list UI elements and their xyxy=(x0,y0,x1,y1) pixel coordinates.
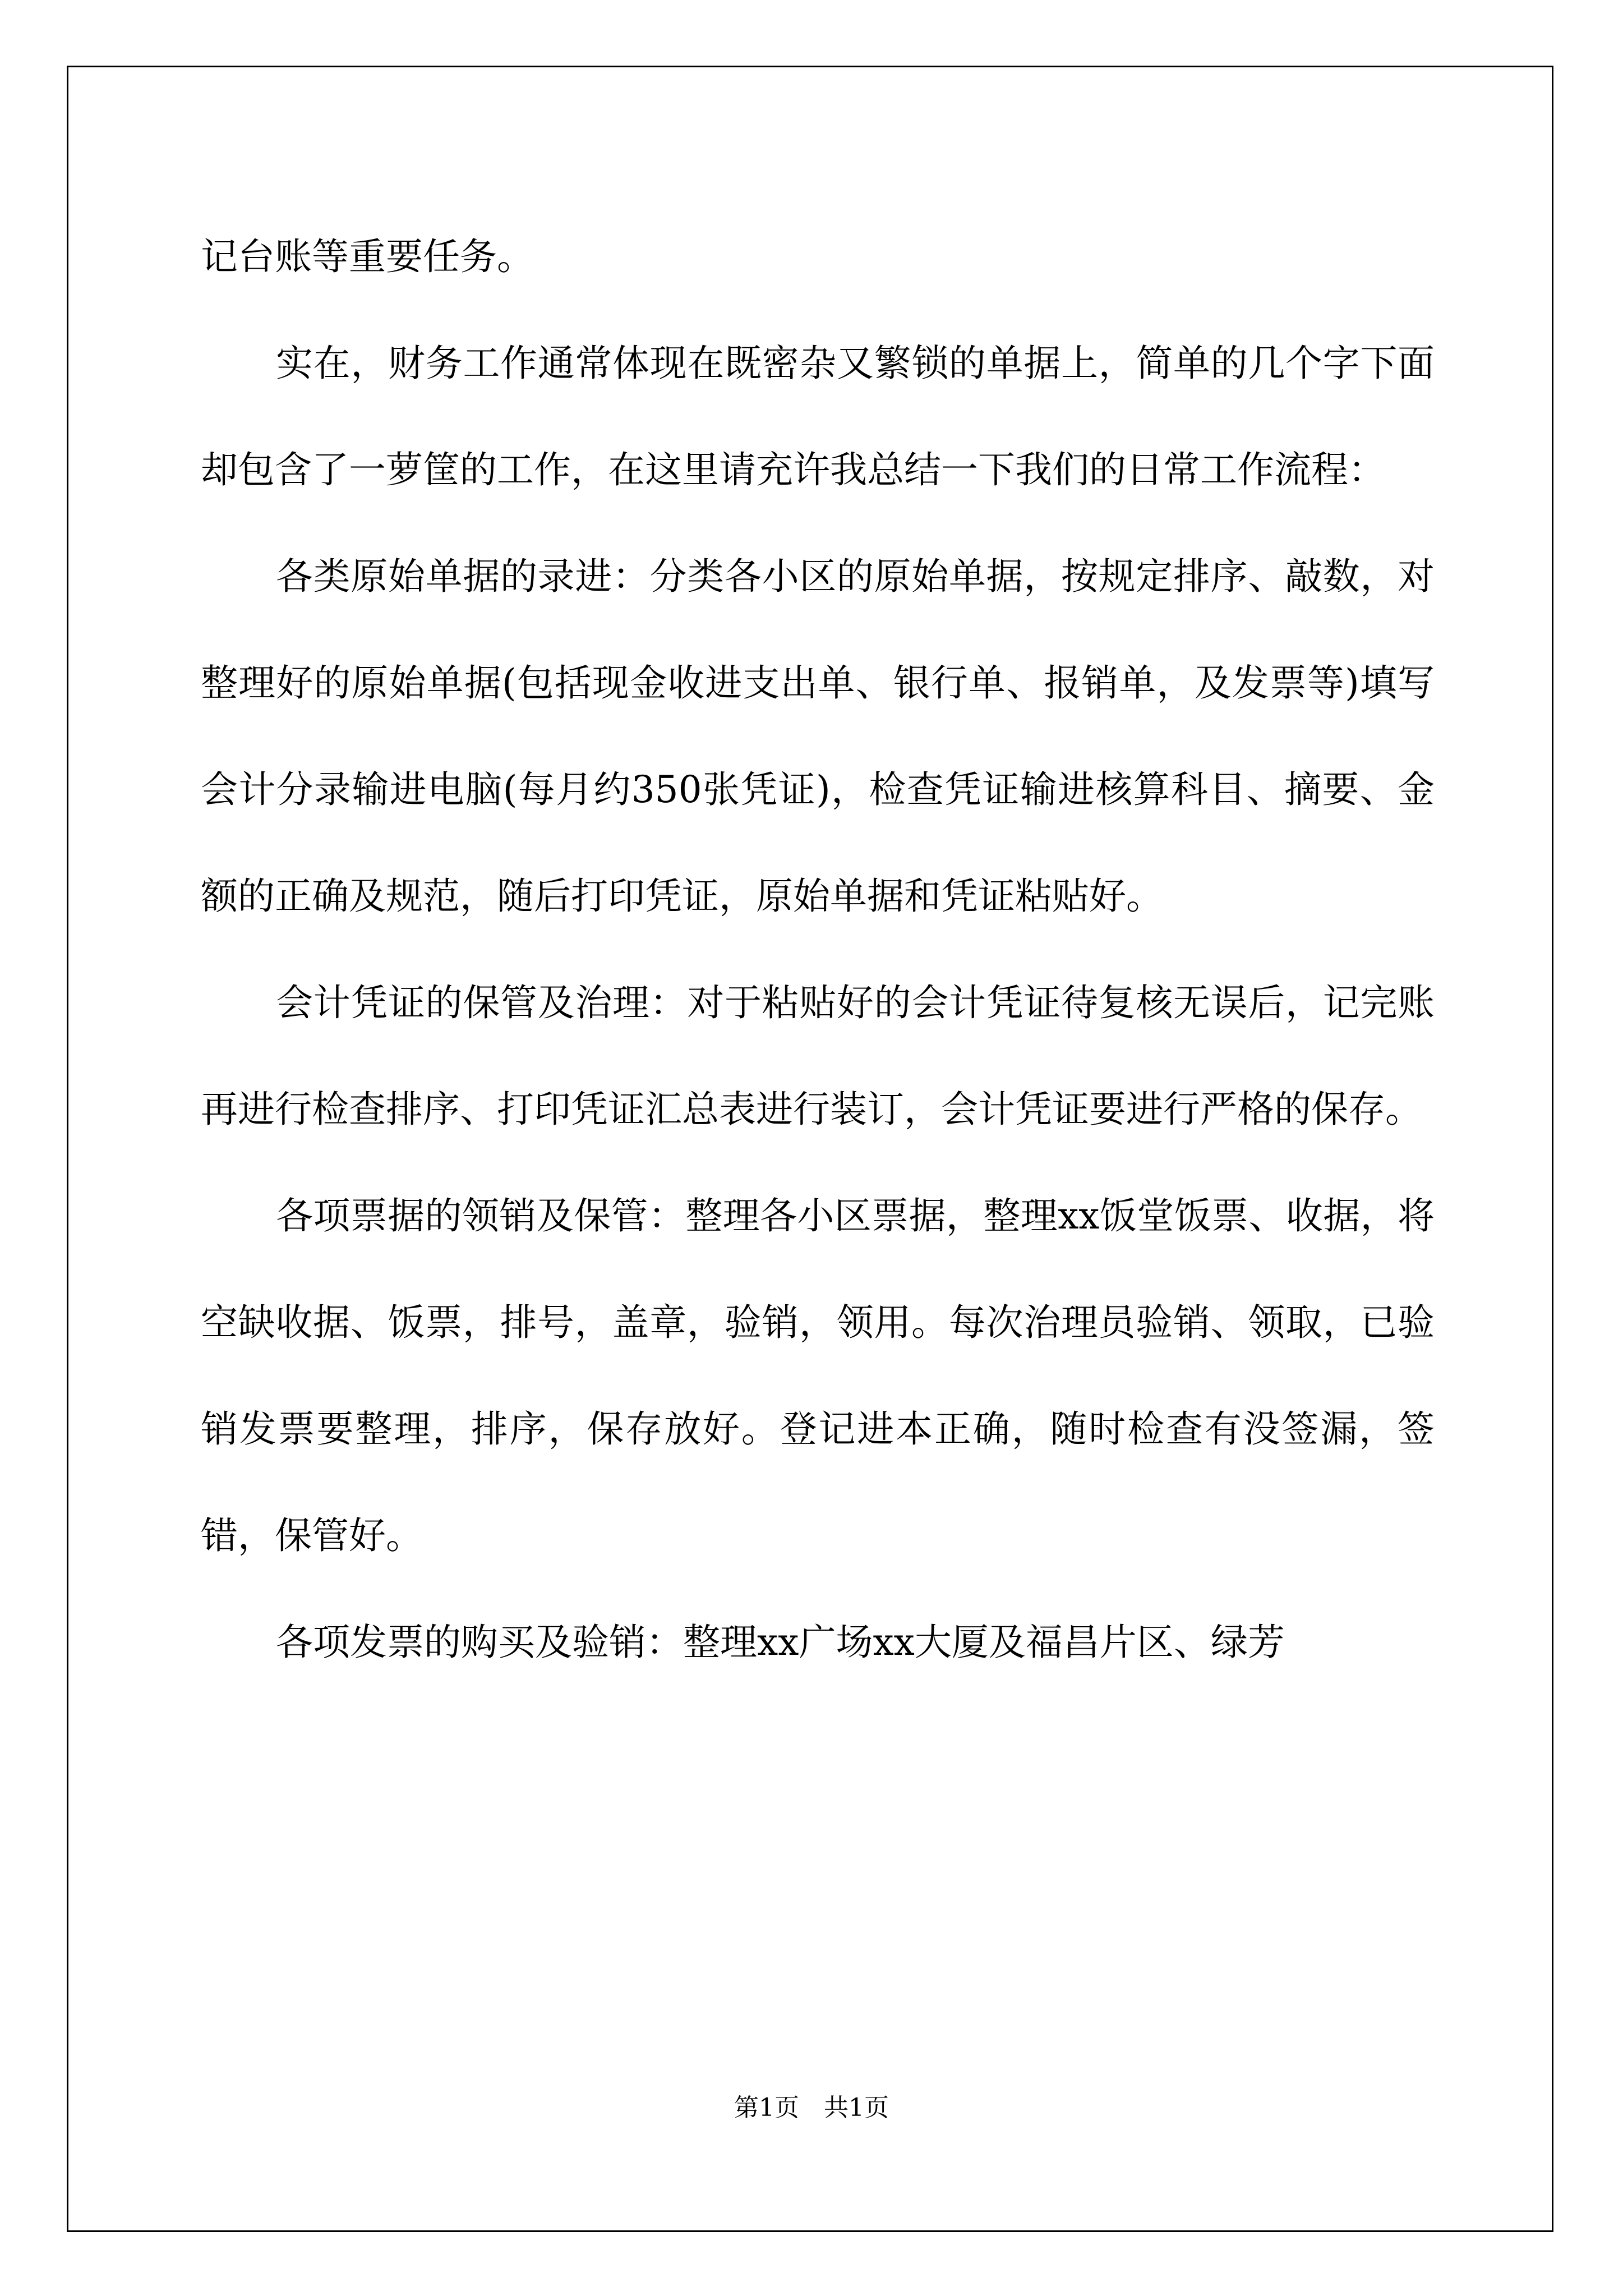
paragraph-invoice-purchase: 各项发票的购买及验销：整理xx广场xx大厦及福昌片区、绿芳 xyxy=(276,1621,1285,1664)
page-number: 第1页 共1页 xyxy=(734,2093,889,2122)
document-body xyxy=(201,204,1435,1696)
paragraph-continuation: 记台账等重要任务。 xyxy=(201,235,534,278)
paragraph-receipt-management: 各项票据的领销及保管：整理各小区票据，整理xx饭堂饭票、收据，将空缺收据、饭票，排号，盖章，验销，领用。每次治理员验销、领取，已验销发票要整理，排序，保存放好。登记进本正确，随时检查有没签漏，签错，保管好。 xyxy=(201,1194,1435,1557)
paragraph-original-documents: 各类原始单据的录进：分类各小区的原始单据，按规定排序、敲数，对整理好的原始单据(包括现金收进支出单、银行单、报销单，及发票等)填写会计分录输进电脑(每月约350张凭证)，检查凭证输进核算科目、摘要、金额的正确及规范，随后打印凭证，原始单据和凭证粘贴好。 xyxy=(201,555,1435,918)
paragraph-voucher-custody: 会计凭证的保管及治理：对于粘贴好的会计凭证待复核无误后，记完账再进行检查排序、打印凭证汇总表进行装订，会计凭证要进行严格的保存。 xyxy=(201,981,1435,1131)
paragraph-intro: 实在，财务工作通常体现在既密杂又繁锁的单据上，简单的几个字下面却包含了一萝筐的工作，在这里请充许我总结一下我们的日常工作流程： xyxy=(201,342,1435,491)
